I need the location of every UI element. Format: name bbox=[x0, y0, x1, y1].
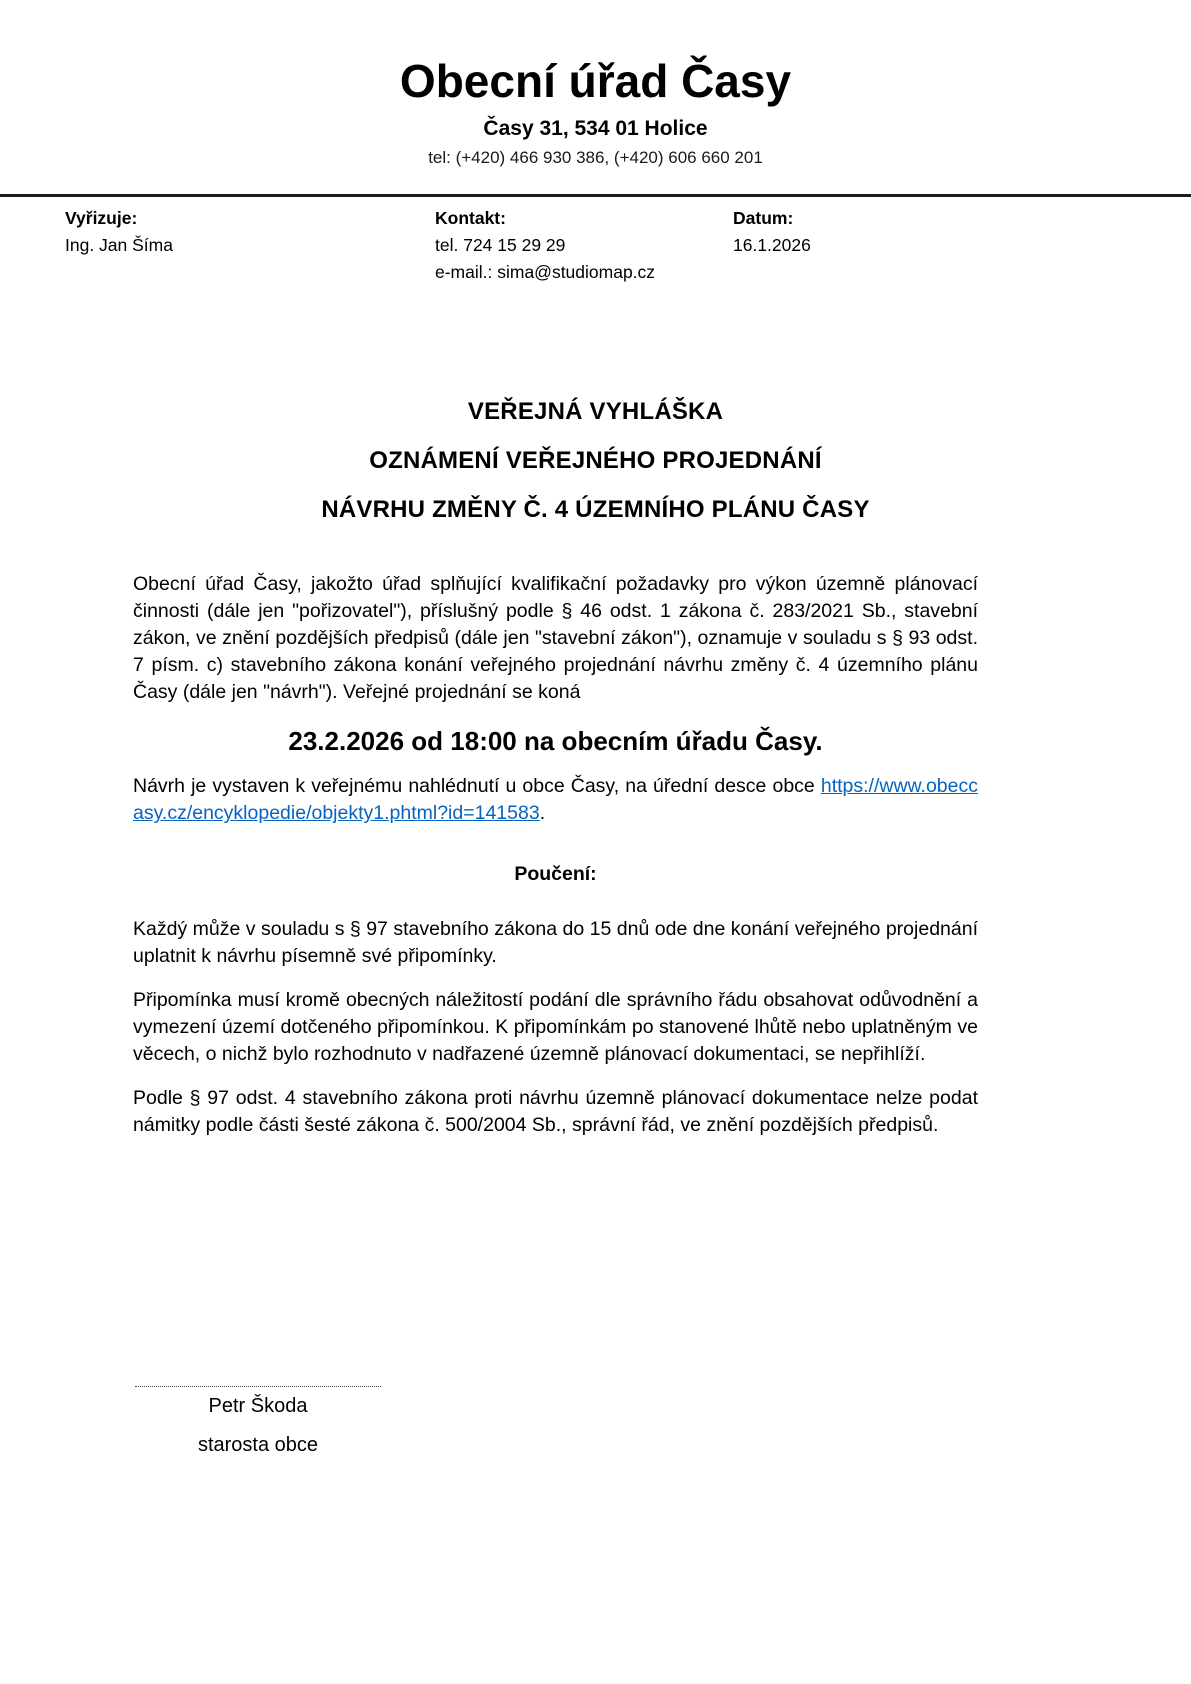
office-address: Časy 31, 534 01 Holice bbox=[483, 116, 708, 140]
notice-headings bbox=[0, 398, 1191, 524]
link-paragraph-before: Návrh je vystaven k veřejnému nahlédnutí u obce Časy, na úřední desce obce bbox=[133, 775, 821, 798]
signature-block bbox=[135, 1386, 381, 1457]
meeting-datetime: 23.2.2026 od 18:00 na obecním úřadu Časy. bbox=[288, 725, 823, 756]
contact-email: e-mail.: sima@studiomap.cz bbox=[435, 261, 656, 282]
signatory-title: starosta obce bbox=[197, 1434, 319, 1457]
signature-line bbox=[135, 1386, 381, 1387]
instruction-paragraph-1: Každý může v souladu s § 97 stavebního zákona do 15 dnů ode dne konání veřejného projednání uplatnit k návrhu písemně své připomínky. bbox=[133, 918, 978, 967]
notice-heading-line3: NÁVRHU ZMĚNY Č. 4 ÚZEMNÍHO PLÁNU ČASY bbox=[321, 495, 870, 523]
handler-value: Ing. Jan Šíma bbox=[65, 234, 173, 255]
link-paragraph-after: . bbox=[539, 802, 546, 825]
contact-label: Kontakt: bbox=[435, 207, 506, 228]
notice-body bbox=[133, 571, 978, 1138]
instruction-paragraph-2: Připomínka musí kromě obecných náležitostí podání dle správního řádu obsahovat odůvodnění a vymezení území dotčeného připomínkou. K připomínkám po stanovené lhůtě nebo uplatněným ve věcech, o nichž bylo rozhodnuto v nadřazené územně plánovací dokumentaci, se nepřihlíží. bbox=[133, 988, 978, 1065]
notice-heading-line2: OZNÁMENÍ VEŘEJNÉHO PROJEDNÁNÍ bbox=[369, 446, 822, 474]
instruction-heading: Poučení: bbox=[514, 863, 597, 886]
meta-row bbox=[0, 197, 1191, 286]
office-phones: tel: (+420) 466 930 386, (+420) 606 660 201 bbox=[428, 147, 763, 167]
link-paragraph bbox=[133, 773, 978, 827]
public-notice-link[interactable]: https://www.obeccasy.cz/encyklopedie/objekty1.phtml?id=141583 bbox=[133, 775, 978, 825]
letterhead bbox=[0, 0, 1191, 168]
handler-label: Vyřizuje: bbox=[65, 207, 138, 228]
intro-paragraph: Obecní úřad Časy, jakožto úřad splňující kvalifikační požadavky pro výkon územně plánovací činnosti (dále jen "pořizovatel"), příslušný podle § 46 odst. 1 zákona č. 283/2021 Sb., stavební zákon, ve znění pozdějších předpisů (dále jen "stavební zákon"), oznamuje v souladu s § 93 odst. 7 písm. c) stavebního zákona konání veřejného projednání návrhu změny č. 4 územního plánu Časy (dále jen "návrh"). Veřejné projednání se koná bbox=[133, 572, 978, 703]
signatory-name: Petr Škoda bbox=[208, 1395, 308, 1418]
meta-date bbox=[733, 205, 933, 286]
contact-phone: tel. 724 15 29 29 bbox=[435, 234, 566, 255]
meta-handler bbox=[65, 205, 435, 286]
notice-heading-line1: VEŘEJNÁ VYHLÁŠKA bbox=[467, 397, 724, 425]
date-value: 16.1.2026 bbox=[733, 234, 811, 255]
instruction-paragraph-3: Podle § 97 odst. 4 stavebního zákona proti návrhu územně plánovací dokumentace nelze podat námitky podle části šesté zákona č. 500/2004 Sb., správní řád, ve znění pozdějších předpisů. bbox=[133, 1086, 978, 1136]
meta-contact bbox=[435, 205, 733, 286]
date-label: Datum: bbox=[733, 207, 794, 228]
office-title: Obecní úřad Časy bbox=[399, 55, 792, 107]
